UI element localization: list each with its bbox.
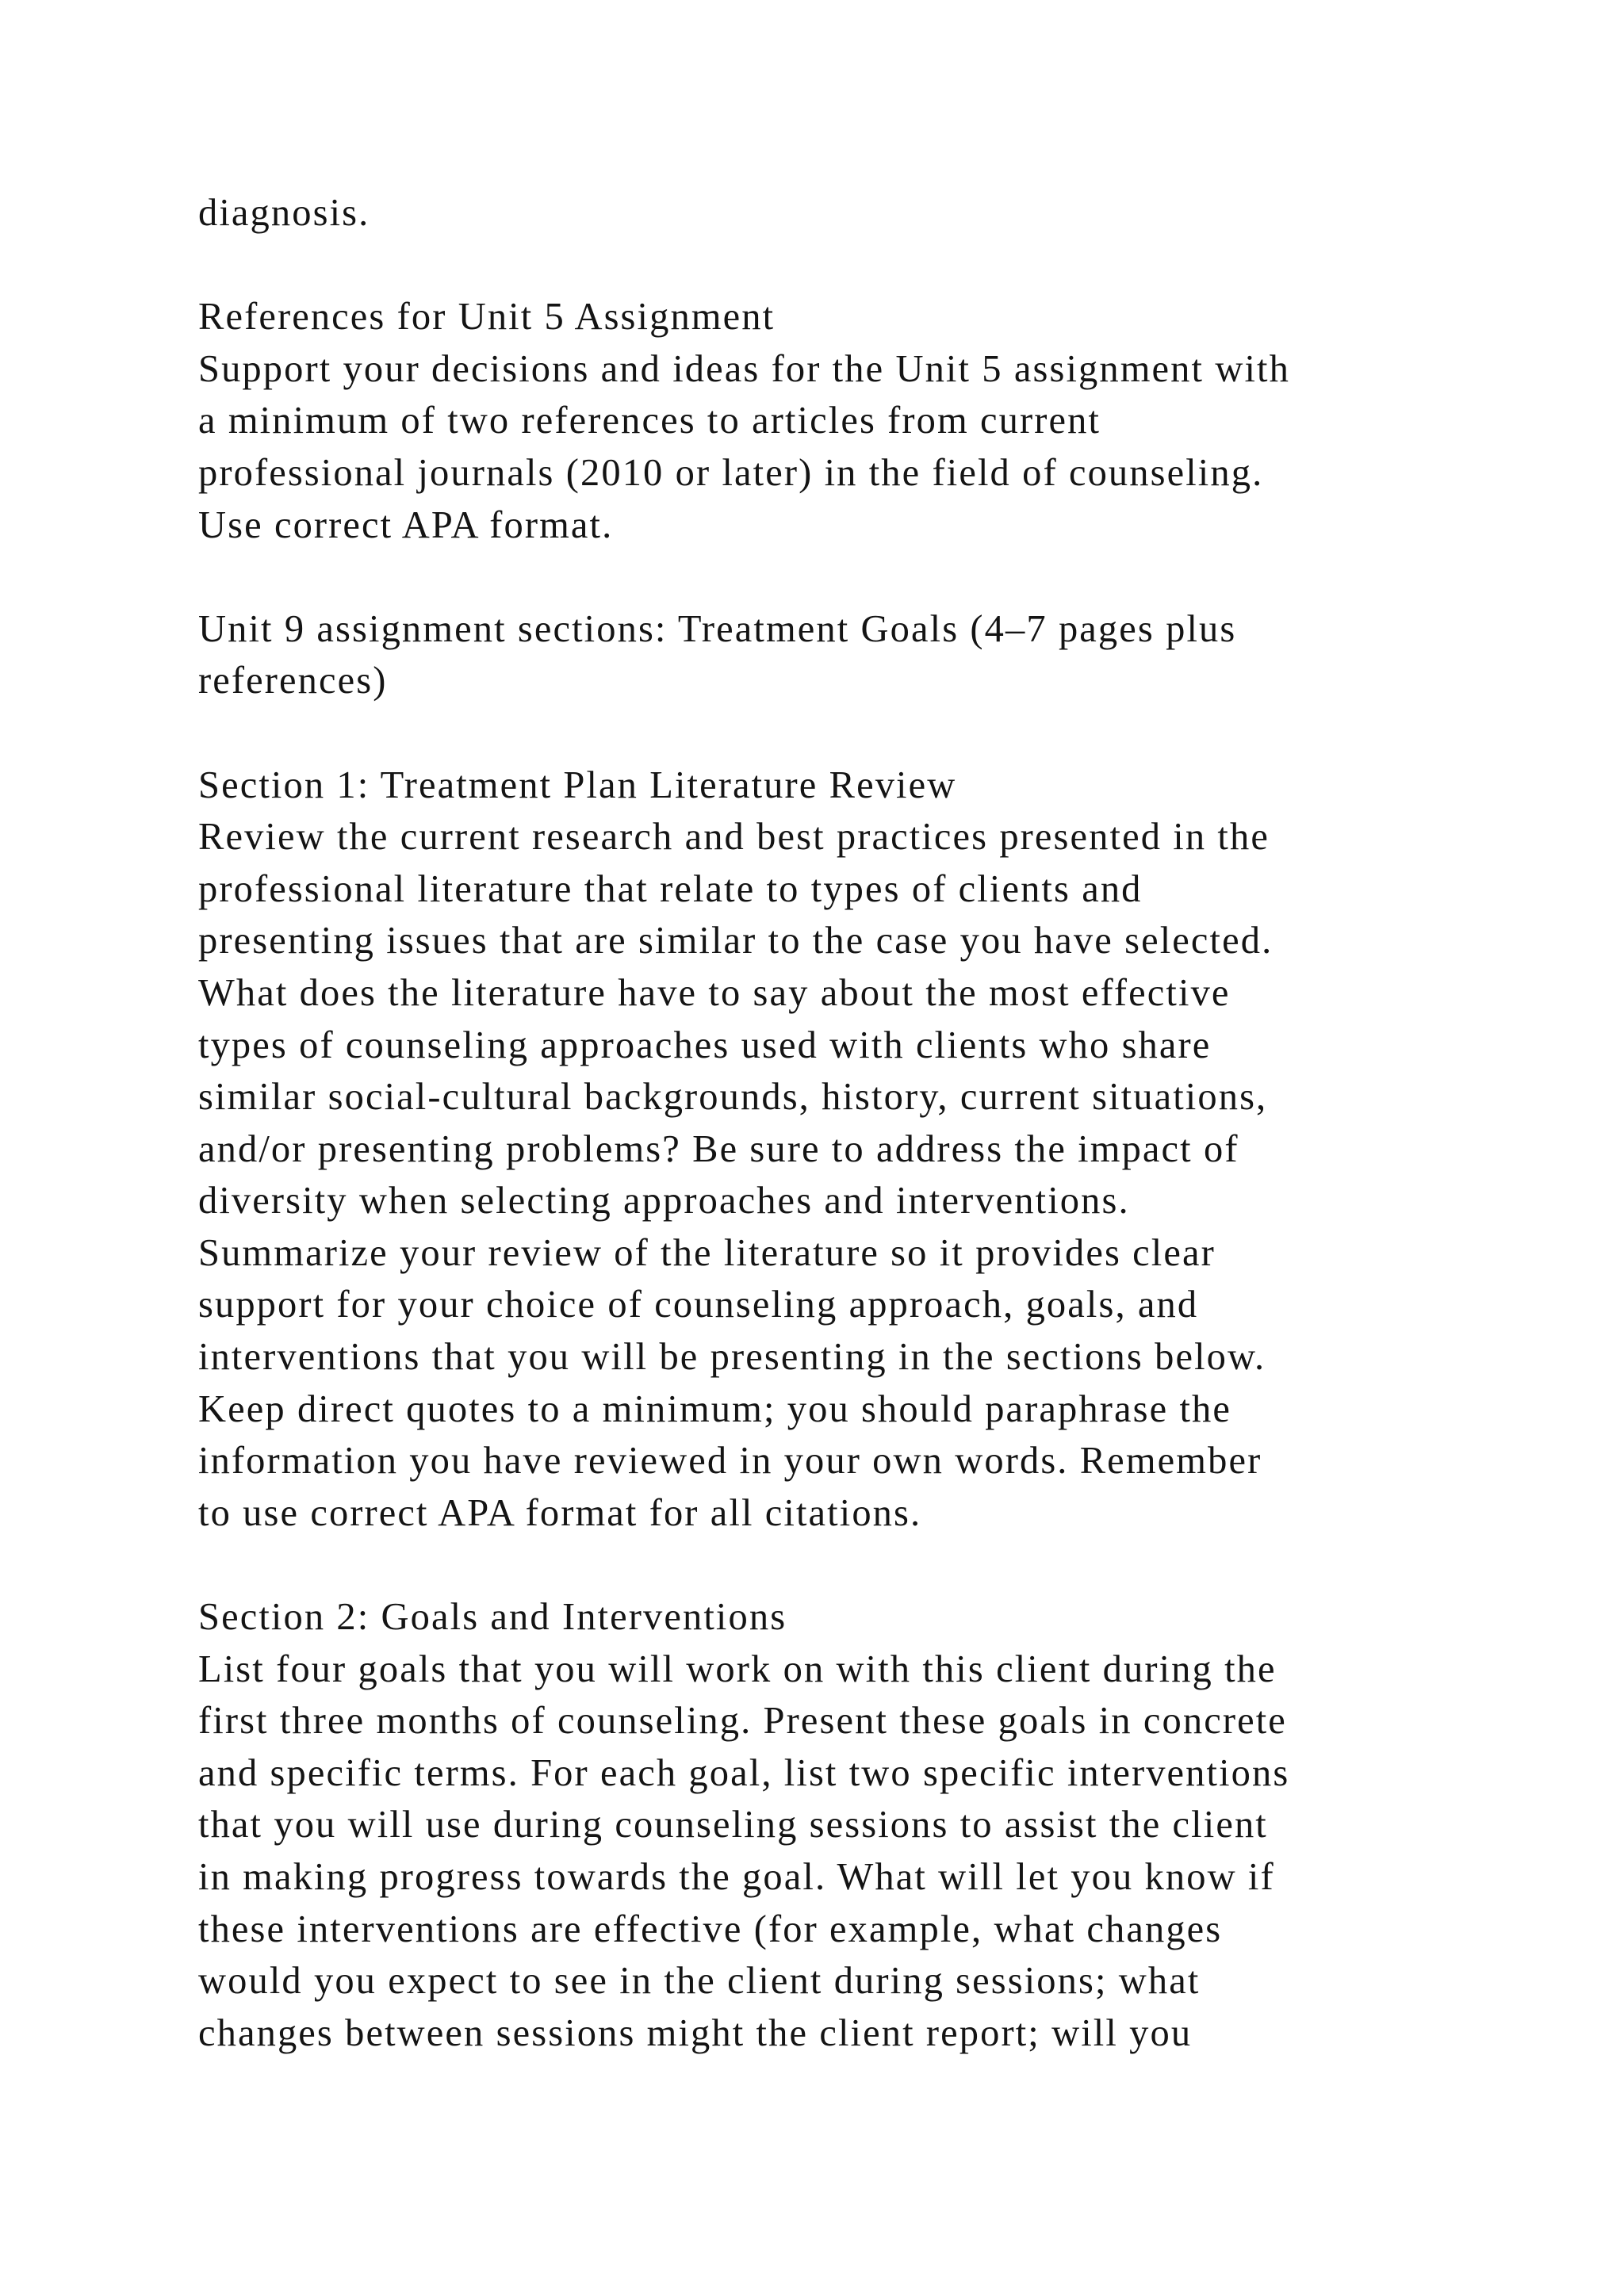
section1-line: What does the literature have to say about the most effective bbox=[198, 971, 1231, 1014]
section1-line: and/or presenting problems? Be sure to address the impact of bbox=[198, 1127, 1239, 1170]
paragraph-gap bbox=[198, 551, 1499, 603]
section2-line: these interventions are effective (for example, what changes bbox=[198, 1908, 1223, 1950]
section1-heading: Section 1: Treatment Plan Literature Review bbox=[198, 763, 957, 806]
paragraph-gap bbox=[198, 1539, 1499, 1591]
references-line: Use correct APA format. bbox=[198, 503, 614, 546]
section1-line: Review the current research and best practices presented in the bbox=[198, 816, 1270, 859]
section1-line: to use correct APA format for all citations. bbox=[198, 1491, 922, 1534]
intro-line: diagnosis. bbox=[198, 192, 370, 234]
section1-line: diversity when selecting approaches and interventions. bbox=[198, 1180, 1130, 1223]
section1-line: Keep direct quotes to a minimum; you should paraphrase the bbox=[198, 1387, 1232, 1430]
section1-line: presenting issues that are similar to the case you have selected. bbox=[198, 920, 1274, 962]
section2-line: that you will use during counseling sessions to assist the client bbox=[198, 1804, 1268, 1846]
references-line: a minimum of two references to articles from current bbox=[198, 400, 1101, 442]
section2-line: and specific terms. For each goal, list two specific interventions bbox=[198, 1751, 1290, 1794]
unit9-line: references) bbox=[198, 660, 388, 702]
section1-line: types of counseling approaches used with clients who share bbox=[198, 1024, 1212, 1066]
paragraph-gap bbox=[198, 707, 1499, 760]
section2-heading: Section 2: Goals and Interventions bbox=[198, 1596, 787, 1639]
section1-line: professional literature that relate to types of clients and bbox=[198, 867, 1143, 910]
section1-line: interventions that you will be presenting in the sections below. bbox=[198, 1336, 1266, 1379]
section2-line: first three months of counseling. Present these goals in concrete bbox=[198, 1700, 1287, 1743]
section2-line: List four goals that you will work on with this client during the bbox=[198, 1647, 1277, 1690]
unit9-line: Unit 9 assignment sections: Treatment Goals (4–7 pages plus bbox=[198, 607, 1237, 650]
document-text bbox=[198, 187, 1499, 2059]
section1-line: similar social-cultural backgrounds, history, current situations, bbox=[198, 1076, 1268, 1119]
references-line: professional journals (2010 or later) in the field of counseling. bbox=[198, 451, 1264, 494]
references-line: Support your decisions and ideas for the Unit 5 assignment with bbox=[198, 347, 1290, 390]
section2-line: changes between sessions might the client report; will you bbox=[198, 2011, 1193, 2054]
section1-line: information you have reviewed in your own words. Remember bbox=[198, 1440, 1262, 1483]
section2-line: would you expect to see in the client during sessions; what bbox=[198, 1960, 1201, 2003]
paragraph-gap bbox=[198, 239, 1499, 292]
section2-line: in making progress towards the goal. What will let you know if bbox=[198, 1856, 1275, 1898]
section1-line: support for your choice of counseling approach, goals, and bbox=[198, 1284, 1199, 1326]
references-heading: References for Unit 5 Assignment bbox=[198, 296, 776, 339]
section1-line: Summarize your review of the literature so it provides clear bbox=[198, 1231, 1216, 1274]
